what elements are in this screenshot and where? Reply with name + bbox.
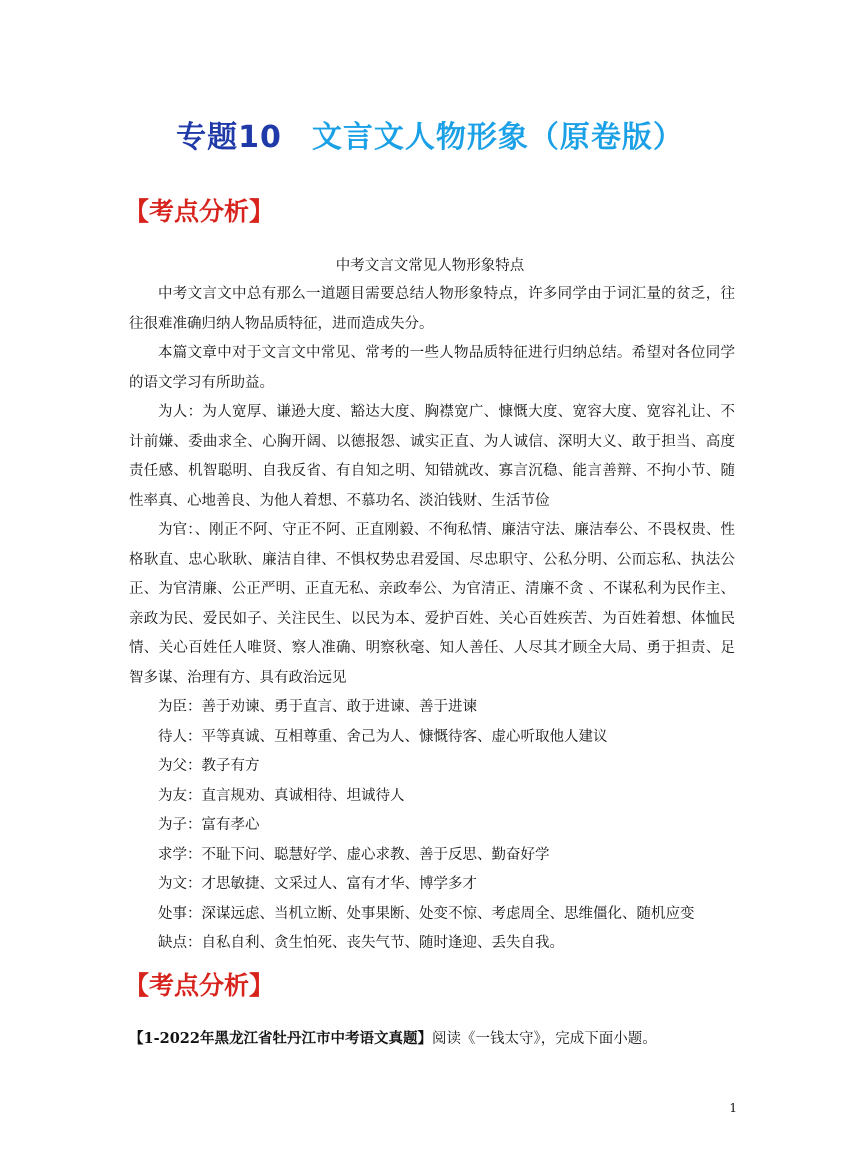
- category-label: 为人：: [158, 404, 203, 420]
- question-text: 阅读《一钱太守》，完成下面小题。: [431, 1031, 657, 1047]
- category-paragraph: [129, 841, 735, 871]
- category-label: 缺点：: [158, 935, 202, 951]
- category-paragraph: [129, 398, 735, 516]
- article-subtitle: 中考文言文常见人物形象特点: [335, 258, 525, 274]
- category-paragraph: [129, 900, 735, 930]
- page-number: 1: [729, 1101, 737, 1115]
- category-text: 不耻下问、聪慧好学、虚心求教、善于反思、勤奋好学: [201, 846, 550, 863]
- intro-paragraph: 本篇文章中对于文言文中常见、常考的一些人物品质特征进行归纳总结。希望对各位同学的语文学习有所助益。: [129, 345, 735, 391]
- title-topic-number: 专题10: [176, 120, 282, 155]
- category-text: 善于劝谏、勇于直言、敢于进谏、善于进谏: [201, 699, 477, 715]
- category-text: 平等真诚、互相尊重、舍己为人、慷慨待客、虚心听取他人建议: [201, 728, 608, 745]
- category-label: 为官：: [158, 522, 195, 538]
- section-heading-analysis: 【考点分析】: [124, 197, 275, 226]
- category-text: 富有孝心: [201, 817, 260, 833]
- category-paragraph: [129, 811, 735, 841]
- category-label: 为子：: [158, 817, 202, 833]
- title-topic-name: 文言文人物形象（原卷版）: [311, 120, 684, 155]
- category-text: 直言规劝、真诚相待、坦诚待人: [201, 787, 405, 804]
- category-label: 待人：: [158, 728, 202, 745]
- article-body: [129, 280, 735, 959]
- category-text: 才思敏捷、文采过人、富有才华、博学多才: [201, 876, 477, 892]
- category-paragraph: [129, 693, 735, 723]
- category-paragraph: [129, 516, 735, 693]
- intro-paragraph: 中考文言文中总有那么一道题目需要总结人物形象特点，许多同学由于词汇量的贫乏，往往很难准确归纳人物品质特征，进而造成失分。: [129, 286, 735, 332]
- category-text: 深谋远虑、当机立断、处事果断、处变不惊、考虑周全、思维僵化、随机应变: [201, 905, 695, 922]
- category-text: 为人宽厚、谦逊大度、豁达大度、胸襟宽广、慷慨大度、宽容大度、宽容礼让、不计前嫌、委曲求全、心胸开阔、以德报怨、诚实正直、为人诚信、深明大义、敢于担当、高度责任感、机智聪明、自我反省、有自知之明、知错就改、寡言沉稳、能言善辩、不拘小节、随性率真、心地善良、为他人着想、不慕功名、淡泊钱财、生活节俭: [129, 404, 736, 509]
- category-label: 处事：: [158, 905, 202, 922]
- category-paragraph: [129, 870, 735, 900]
- category-paragraph: [129, 752, 735, 782]
- question-source: 【1-2022年黑龙江省牡丹江市中考语文真题】: [129, 1030, 432, 1047]
- category-label: 为文：: [158, 876, 202, 892]
- section-heading-analysis: 【考点分析】: [124, 971, 275, 1000]
- category-label: 求学：: [158, 846, 202, 863]
- category-label: 为臣：: [158, 699, 202, 715]
- category-text: 教子有方: [201, 758, 260, 774]
- category-paragraph: [129, 723, 735, 753]
- category-label: 为友：: [158, 787, 202, 804]
- page-title: [0, 112, 860, 156]
- category-label: 为父：: [158, 758, 202, 774]
- category-text: 、刚正不阿、守正不阿、正直刚毅、不徇私情、廉洁守法、廉洁奉公、不畏权贵、性格耿直、忠心耿耿、廉洁自律、不惧权势忠君爱国、尽忠职守、公私分明、公而忘私、执法公正、为官清廉、公正严明、正直无私、亲政奉公、为官清正、清廉不贪 、不谋私利为民作主、亲政为民、爱民如子、关注民生、以民为本、爱护百姓、关心百姓疾苦、为百姓着想、体恤民情、关心百姓任人唯贤、察人准确、明察秋毫、知人善任、人尽其才顾全大局、勇于担责、足智多谋、治理有方、具有政治远见: [129, 522, 735, 686]
- question-intro: [129, 1027, 735, 1048]
- category-paragraph: [129, 929, 735, 959]
- category-paragraph: [129, 782, 735, 812]
- category-text: 自私自利、贪生怕死、丧失气节、随时逢迎、丢失自我。: [201, 935, 564, 951]
